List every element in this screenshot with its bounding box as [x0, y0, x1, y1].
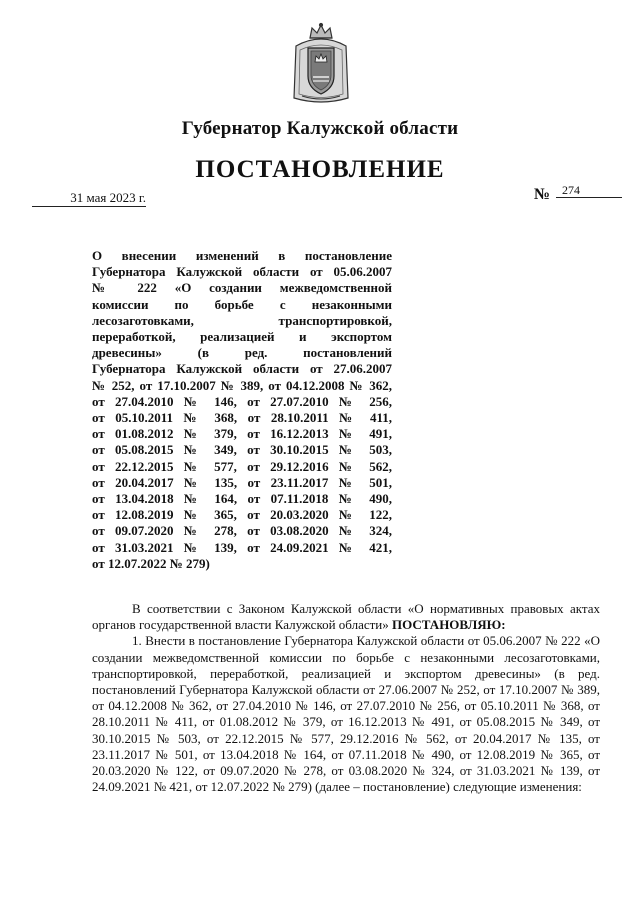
subject-line: № 252, от 17.10.2007 № 389, от 04.12.2008 № 362, — [92, 377, 392, 393]
subject-line: от 12.08.2019 № 365, от 20.03.2020 № 122, — [92, 507, 392, 523]
preamble-text: В соответствии с Законом Калужской области «О нормативных правовых актах органов государственной власти Калужской области» — [92, 601, 600, 633]
document-number: 274 — [556, 183, 622, 198]
number-sign: № — [534, 186, 551, 203]
coat-of-arms-icon — [288, 22, 354, 104]
preamble-paragraph — [92, 601, 600, 633]
subject-line: О внесении изменений в постановление — [92, 248, 392, 263]
subject-line: лесозаготовками, транспортировкой, — [92, 312, 392, 328]
subject-line: от 09.07.2020 № 278, от 03.08.2020 № 324, — [92, 523, 392, 539]
decree-word: ПОСТАНОВЛЯЮ: — [392, 617, 506, 633]
subject-line: от 12.07.2022 № 279) — [92, 555, 210, 571]
subject-line: от 01.08.2012 № 379, от 16.12.2013 № 491, — [92, 426, 392, 442]
issuer-title: Губернатор Калужской области — [181, 118, 459, 139]
subject-line: от 13.04.2018 № 164, от 07.11.2018 № 490, — [92, 491, 392, 507]
subject-line: переработкой, реализацией и экспортом — [92, 329, 392, 345]
document-date: 31 мая 2023 г. — [32, 190, 146, 207]
subject-line: № 222 «О создании межведомственной — [92, 280, 392, 296]
subject-line: от 20.04.2017 № 135, от 23.11.2017 № 501, — [92, 474, 392, 490]
document-type: ПОСТАНОВЛЕНИЕ — [195, 156, 445, 183]
document-body — [92, 601, 600, 795]
subject-line: от 05.10.2011 № 368, от 28.10.2011 № 411, — [92, 410, 392, 426]
subject-line: Губернатора Калужской области от 27.06.2007 — [92, 361, 392, 377]
subject-line: от 27.04.2010 № 146, от 27.07.2010 № 256, — [92, 393, 392, 409]
subject-line: от 22.12.2015 № 577, от 29.12.2016 № 562, — [92, 458, 392, 474]
subject-line: Губернатора Калужской области от 05.06.2007 — [92, 264, 392, 280]
item-1-paragraph: 1. Внести в постановление Губернатора Калужской области от 05.06.2007 № 222 «О создании межведомственной комиссии по борьбе с незаконными лесозаготовками, транспортировкой, переработкой, реализацией и экспортом древесины» (в ред. постановлений Губернатора Калужской области от 27.06.2007 № 252, от 17.10.2007 № 389, от 04.12.2008 № 362, от 27.04.2010 № 146, от 27.07.2010 № 256, от 05.10.2011 № 368, от 28.10.2011 № 411, от 01.08.2012 № 379, от 16.12.2013 № 491, от 05.08.2015 № 349, от 30.10.2015 № 503, от 22.12.2015 № 577, 29.12.2016 № 562, от 20.04.2017 № 135, от 23.11.2017 № 501, от 13.04.2018 № 164, от 07.11.2018 № 490, от 12.08.2019 № 365, от 20.03.2020 № 122, от 09.07.2020 № 278, от 03.08.2020 № 324, от 31.03.2021 № 139, от 24.09.2021 № 421, от 12.07.2022 № 279) (далее – постановление) следующие изменения: — [92, 633, 600, 795]
subject-line: от 05.08.2015 № 349, от 30.10.2015 № 503, — [92, 442, 392, 458]
subject-line: от 31.03.2021 № 139, от 24.09.2021 № 421, — [92, 539, 392, 555]
subject-line: комиссии по борьбе с незаконными — [92, 296, 392, 312]
subject-line: древесины» (в ред. постановлений — [92, 345, 392, 361]
document-subject — [92, 248, 392, 572]
